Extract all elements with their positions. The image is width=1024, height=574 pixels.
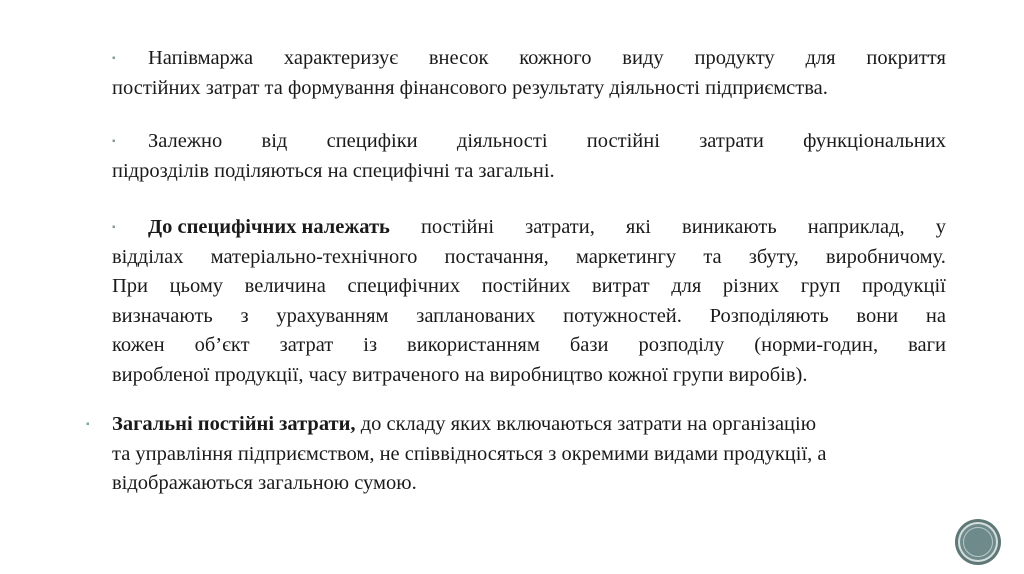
text-line: [112, 302, 946, 332]
word: Залежно: [148, 130, 223, 152]
word: від: [261, 130, 288, 152]
word: збуту,: [748, 245, 799, 268]
word: бази: [569, 334, 609, 356]
word: специфічних: [347, 275, 461, 297]
word: які: [625, 216, 651, 238]
word: постійні: [420, 216, 495, 238]
word: Напівмаржа: [148, 47, 254, 69]
text-line: та управління підприємством, не співвідносяться з окремими видами продукції, а: [112, 442, 827, 465]
text-line: [112, 44, 946, 74]
word: постійних: [481, 275, 571, 297]
word: покриття: [866, 47, 946, 69]
text-line: постійних затрат та формування фінансового результату діяльності підприємства.: [112, 76, 828, 99]
word: функціональних: [803, 130, 946, 152]
word: затрати,: [525, 216, 595, 238]
bullet-icon: ▪: [112, 53, 116, 64]
word: цьому: [169, 275, 224, 297]
bullet-icon: ▪: [112, 136, 116, 147]
text-line: [112, 213, 946, 243]
word: продукту: [694, 47, 775, 69]
bold-lead: До специфічних належать: [148, 216, 390, 238]
word: затрати: [699, 130, 764, 152]
word: величина: [244, 275, 326, 297]
slide-number-badge: [958, 522, 998, 562]
word: затрат: [279, 334, 334, 356]
text-line: [86, 410, 946, 440]
word: на: [925, 304, 946, 327]
word: матеріально-технічного: [210, 245, 418, 268]
word: наприклад,: [807, 216, 905, 238]
word: кожного: [519, 47, 592, 69]
word: груп: [800, 275, 841, 297]
word: виду: [622, 47, 664, 69]
word: діяльності: [456, 130, 548, 152]
word: визначають: [112, 304, 213, 327]
word: потужностей.: [563, 304, 682, 327]
word: (норми-годин,: [754, 334, 879, 356]
word: продукції: [861, 275, 946, 297]
word: розподілу: [638, 334, 725, 356]
word: об’єкт: [194, 334, 250, 356]
word: різних: [722, 275, 780, 297]
bullet-icon: ▪: [86, 419, 90, 430]
word: При: [112, 275, 149, 297]
word: внесок: [428, 47, 489, 69]
word: для: [805, 47, 836, 69]
word: маркетингу: [575, 245, 677, 268]
word: виробничому.: [825, 245, 946, 268]
text-line: [112, 272, 946, 302]
text-line: [112, 331, 946, 361]
badge-ring: [963, 527, 993, 557]
paragraph-fixed-costs-split: [112, 127, 946, 186]
word: урахуванням: [276, 304, 389, 327]
paragraph-contribution-margin: [112, 44, 946, 103]
word: постачання,: [444, 245, 549, 268]
word: постійні: [586, 130, 660, 152]
paragraph-general-costs: [86, 410, 946, 499]
paragraph-specific-costs: [112, 213, 946, 390]
word: та: [703, 245, 722, 268]
text-line: [112, 127, 946, 157]
word: виникають: [682, 216, 777, 238]
word: кожен: [112, 334, 165, 356]
text-line: виробленої продукції, часу витраченого на виробництво кожної групи виробів).: [112, 363, 808, 386]
word: у: [935, 216, 946, 238]
text-line: [112, 243, 946, 273]
word: специфіки: [326, 130, 418, 152]
word: для: [671, 275, 702, 297]
text-line: відображаються загальною сумою.: [112, 472, 417, 494]
word: Розподіляють: [709, 304, 829, 327]
word: використанням: [407, 334, 540, 356]
word: витрат: [591, 275, 650, 297]
bullet-icon: ▪: [112, 222, 116, 233]
word: ваги: [908, 334, 946, 356]
word: із: [363, 334, 378, 356]
word: з: [240, 304, 249, 327]
word: вони: [856, 304, 899, 327]
word: характеризує: [283, 47, 399, 69]
text-line: підрозділів поділяються на специфічні та загальні.: [112, 159, 555, 182]
text-fragment: до складу яких включаються затрати на організацію: [355, 413, 817, 435]
word: відділах: [112, 245, 184, 268]
bold-lead: Загальні постійні затрати,: [112, 413, 356, 435]
word: запланованих: [416, 304, 536, 327]
